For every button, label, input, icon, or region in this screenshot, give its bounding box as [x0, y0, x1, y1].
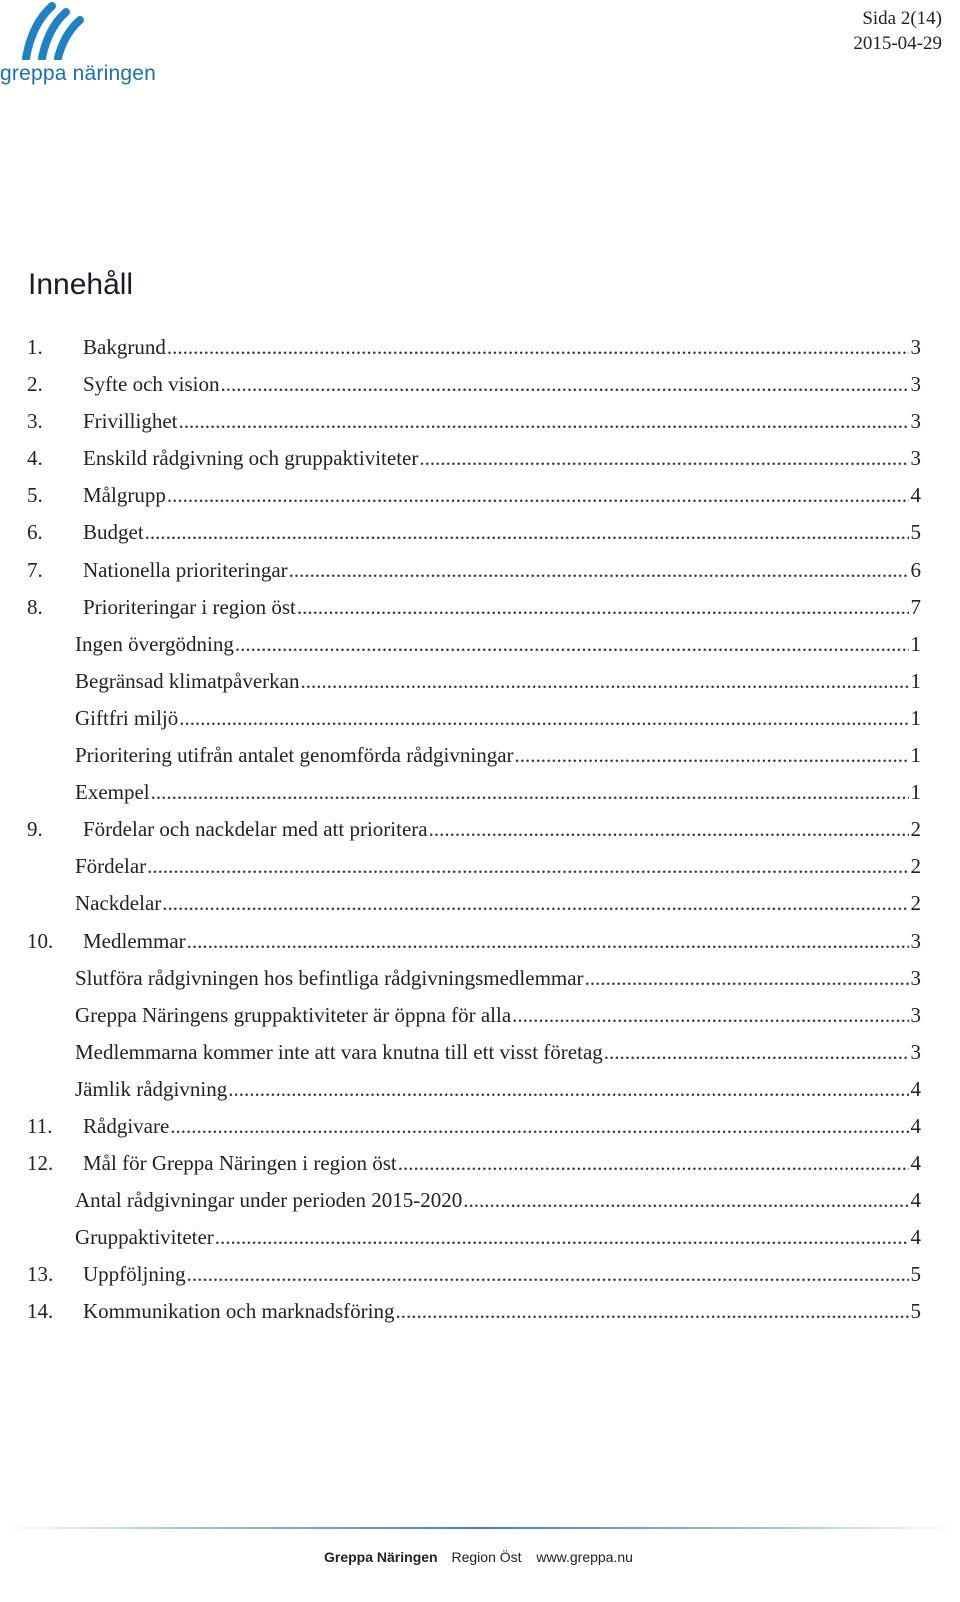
toc-entry-page: 3 — [910, 1002, 921, 1027]
toc-entry[interactable] — [27, 368, 921, 405]
toc-entry-number: 5. — [27, 483, 43, 508]
toc-entry-page: 5 — [910, 1262, 921, 1287]
toc-dot-leader — [221, 368, 909, 401]
toc-entry-number: 11. — [27, 1113, 53, 1138]
toc-entry[interactable] — [27, 405, 921, 442]
toc-entry-page: 3 — [910, 446, 921, 471]
toc-dot-leader — [289, 554, 909, 587]
toc-entry[interactable] — [27, 516, 921, 553]
toc-dot-leader — [585, 962, 909, 995]
toc-entry-number: 6. — [27, 520, 43, 545]
toc-entry-page: 3 — [910, 965, 921, 990]
toc-entry[interactable] — [27, 813, 921, 850]
toc-entry-label: Greppa Näringens gruppaktiviteter är öppna för alla — [75, 1002, 512, 1027]
toc-entry-number: 13. — [27, 1262, 54, 1287]
toc-entry[interactable] — [27, 1184, 921, 1221]
toc-entry-page: 4 — [910, 1151, 921, 1176]
toc-dot-leader — [297, 591, 909, 624]
toc-dot-leader — [301, 665, 909, 698]
footer-region: Region Öst — [451, 1549, 522, 1565]
toc-entry-label: Frivillighet — [83, 409, 178, 434]
toc-entry[interactable] — [27, 554, 921, 591]
toc-entry-page: 1 — [910, 705, 921, 730]
toc-entry-label: Medlemmarna kommer inte att vara knutna till ett visst företag — [75, 1039, 603, 1064]
toc-entry-label: Begränsad klimatpåverkan — [75, 668, 300, 693]
toc-dot-leader — [228, 1073, 908, 1106]
toc-entry[interactable] — [27, 1147, 921, 1184]
toc-entry[interactable] — [27, 665, 921, 702]
toc-entry-page: 2 — [910, 817, 921, 842]
toc-entry-label: Målgrupp — [83, 483, 166, 508]
toc-entry-page: 1 — [910, 631, 921, 656]
table-of-contents — [27, 331, 921, 1333]
toc-dot-leader — [235, 628, 909, 661]
toc-entry-label: Exempel — [75, 780, 150, 805]
toc-entry-label: Bakgrund — [83, 335, 166, 359]
toc-entry-label: Nationella prioriteringar — [83, 557, 288, 582]
toc-dot-leader — [604, 1036, 909, 1069]
toc-entry[interactable] — [27, 1258, 921, 1295]
toc-entry-label: Mål för Greppa Näringen i region öst — [83, 1151, 397, 1176]
toc-entry-page: 3 — [910, 335, 921, 359]
toc-dot-leader — [215, 1221, 909, 1254]
toc-entry-page: 6 — [910, 557, 921, 582]
document-date: 2015-04-29 — [853, 33, 942, 54]
toc-entry-number: 14. — [27, 1299, 54, 1324]
toc-entry-label: Fördelar — [75, 854, 147, 879]
toc-dot-leader — [179, 702, 908, 735]
toc-entry-page: 3 — [910, 1039, 921, 1064]
toc-entry-number: 12. — [27, 1151, 54, 1176]
toc-dot-leader — [187, 1258, 909, 1291]
toc-entry-label: Nackdelar — [75, 891, 162, 916]
toc-entry-number: 7. — [27, 557, 43, 582]
toc-entry[interactable] — [27, 702, 921, 739]
toc-entry[interactable] — [27, 1295, 921, 1332]
toc-dot-leader — [147, 850, 908, 883]
toc-entry-page: 4 — [910, 1113, 921, 1138]
toc-entry-number: 3. — [27, 409, 43, 434]
toc-entry-page: 3 — [910, 928, 921, 953]
toc-entry-page: 3 — [910, 372, 921, 397]
page-number: Sida 2(14) — [862, 8, 942, 29]
toc-entry[interactable] — [27, 776, 921, 813]
toc-entry-page: 4 — [910, 1188, 921, 1213]
toc-entry-page: 4 — [910, 483, 921, 508]
toc-entry-label: Prioriteringar i region öst — [83, 594, 296, 619]
toc-entry-page: 2 — [910, 854, 921, 879]
toc-entry[interactable] — [27, 591, 921, 628]
toc-title: Innehåll — [28, 268, 134, 301]
footer-divider — [0, 1527, 960, 1529]
toc-entry-label: Jämlik rådgivning — [75, 1076, 228, 1101]
toc-dot-leader — [151, 776, 909, 809]
page-info — [853, 6, 942, 56]
toc-dot-leader — [463, 1184, 908, 1217]
toc-entry[interactable] — [27, 1073, 921, 1110]
toc-entry-number: 1. — [27, 335, 43, 359]
toc-entry-page: 4 — [910, 1076, 921, 1101]
footer-website: www.greppa.nu — [536, 1549, 633, 1565]
logo-text: greppa näringen — [0, 62, 156, 85]
toc-dot-leader — [145, 516, 909, 549]
toc-entry[interactable] — [27, 999, 921, 1036]
toc-dot-leader — [179, 405, 909, 438]
toc-dot-leader — [187, 925, 909, 958]
toc-entry-page: 1 — [910, 780, 921, 805]
toc-entry-page: 7 — [910, 594, 921, 619]
toc-entry-label: Budget — [83, 520, 144, 545]
toc-dot-leader — [398, 1147, 909, 1180]
toc-entry-number: 9. — [27, 817, 43, 842]
toc-entry[interactable] — [27, 962, 921, 999]
toc-entry[interactable] — [27, 442, 921, 479]
page-footer — [324, 1549, 633, 1565]
toc-dot-leader — [429, 813, 909, 846]
greppa-logo — [0, 0, 170, 95]
toc-entry-page: 3 — [910, 409, 921, 434]
toc-entry-label: Kommunikation och marknadsföring — [83, 1299, 395, 1324]
toc-entry[interactable] — [27, 925, 921, 962]
toc-entry-label: Enskild rådgivning och gruppaktiviteter — [83, 446, 419, 471]
toc-entry[interactable] — [27, 628, 921, 665]
toc-entry-label: Uppföljning — [83, 1262, 186, 1287]
toc-dot-leader — [515, 739, 909, 772]
toc-entry[interactable] — [27, 331, 921, 368]
toc-entry-label: Slutföra rådgivningen hos befintliga rådgivningsmedlemmar — [75, 965, 584, 990]
toc-entry-page: 4 — [910, 1225, 921, 1250]
toc-entry-number: 4. — [27, 446, 43, 471]
footer-company: Greppa Näringen — [324, 1549, 438, 1565]
toc-entry-number: 8. — [27, 594, 43, 619]
toc-entry-page: 1 — [910, 743, 921, 768]
toc-entry-page: 2 — [910, 891, 921, 916]
toc-dot-leader — [419, 442, 908, 475]
toc-entry[interactable] — [27, 850, 921, 887]
toc-entry-page: 5 — [910, 520, 921, 545]
toc-entry-label: Gruppaktiviteter — [75, 1225, 214, 1250]
toc-entry-label: Rådgivare — [83, 1113, 170, 1138]
toc-dot-leader — [167, 479, 909, 512]
toc-dot-leader — [167, 331, 909, 364]
toc-entry-label: Ingen övergödning — [75, 631, 234, 656]
toc-dot-leader — [162, 887, 908, 920]
toc-entry-label: Syfte och vision — [83, 372, 220, 397]
toc-entry-number: 2. — [27, 372, 43, 397]
toc-entry-label: Giftfri miljö — [75, 705, 179, 730]
toc-dot-leader — [170, 1110, 908, 1143]
toc-entry-label: Fördelar och nackdelar med att prioritera — [83, 817, 428, 842]
toc-entry-label: Antal rådgivningar under perioden 2015-2020 — [75, 1188, 463, 1213]
toc-entry[interactable] — [27, 1036, 921, 1073]
toc-entry[interactable] — [27, 887, 921, 924]
toc-entry-label: Medlemmar — [83, 928, 186, 953]
toc-entry[interactable] — [27, 1110, 921, 1147]
toc-dot-leader — [395, 1295, 908, 1328]
toc-entry-page: 1 — [910, 668, 921, 693]
toc-dot-leader — [512, 999, 908, 1032]
toc-entry-number: 10. — [27, 928, 54, 953]
toc-entry-label: Prioritering utifrån antalet genomförda rådgivningar — [75, 743, 514, 768]
greppa-logo-mark-icon — [22, 2, 86, 60]
toc-entry[interactable] — [27, 739, 921, 776]
toc-entry[interactable] — [27, 1221, 921, 1258]
toc-entry[interactable] — [27, 479, 921, 516]
toc-entry-page: 5 — [910, 1299, 921, 1324]
